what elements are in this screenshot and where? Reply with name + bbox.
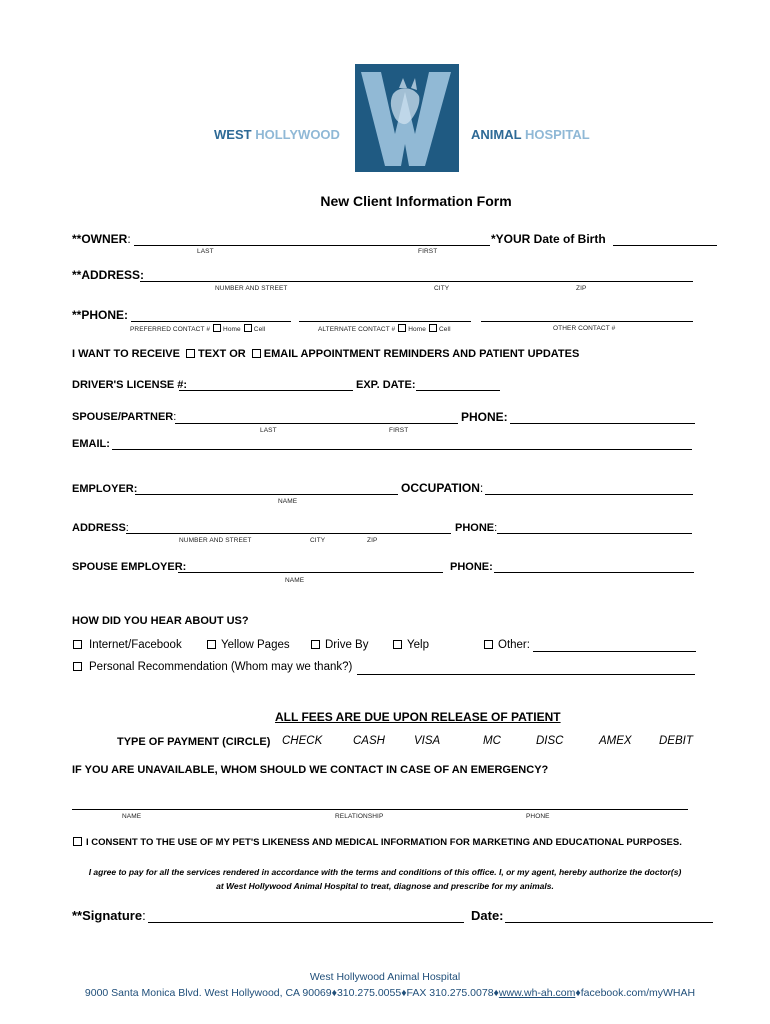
hear-option-other[interactable]: Other: xyxy=(484,639,530,651)
spouse-phone-label: PHONE: xyxy=(461,410,508,424)
employer-field[interactable] xyxy=(135,494,398,495)
header-west: WEST xyxy=(214,127,252,142)
alternate-cell-checkbox[interactable] xyxy=(429,324,437,332)
address-sub-street: NUMBER AND STREET xyxy=(215,285,288,292)
spouse-phone-field[interactable] xyxy=(510,423,695,424)
footer-facebook: facebook.com/myWHAH xyxy=(580,987,696,999)
spouse-employer-field[interactable] xyxy=(178,572,443,573)
emp-address-sub-city: CITY xyxy=(310,537,326,544)
dob-field[interactable] xyxy=(613,245,717,246)
diamond-icon: ♦ xyxy=(575,987,581,999)
logo xyxy=(355,64,459,172)
emergency-sub-relationship: RELATIONSHIP xyxy=(335,813,384,820)
header-hospital: HOSPITAL xyxy=(524,127,590,142)
emergency-field[interactable] xyxy=(72,809,688,810)
emp-address-field[interactable] xyxy=(126,533,451,534)
date-label: Date: xyxy=(471,908,504,923)
preferred-cell-checkbox[interactable] xyxy=(244,324,252,332)
payment-cash[interactable]: CASH xyxy=(353,735,385,747)
header-hollywood: HOLLYWOOD xyxy=(255,127,340,142)
emp-address-label: ADDRESS: xyxy=(72,522,129,534)
hear-option-yellow-pages[interactable]: Yellow Pages xyxy=(207,639,290,651)
form-title: New Client Information Form xyxy=(320,193,512,209)
exp-label: EXP. DATE: xyxy=(356,379,416,391)
payment-label: TYPE OF PAYMENT (CIRCLE) xyxy=(117,736,271,748)
diamond-icon: ♦ xyxy=(331,987,337,999)
hear-option-internet[interactable]: Internet/Facebook xyxy=(73,639,182,651)
date-field[interactable] xyxy=(505,922,713,923)
payment-amex[interactable]: AMEX xyxy=(599,735,632,747)
owner-name-field[interactable] xyxy=(134,245,490,246)
emergency-sub-phone: PHONE xyxy=(526,813,550,820)
diamond-icon: ♦ xyxy=(493,987,499,999)
hear-option-recommendation[interactable]: Personal Recommendation (Whom may we thank?) xyxy=(73,661,352,673)
owner-sub-first: FIRST xyxy=(418,248,438,255)
yellow-pages-checkbox[interactable] xyxy=(207,640,216,649)
other-checkbox[interactable] xyxy=(484,640,493,649)
spouse-sub-first: FIRST xyxy=(389,427,409,434)
emergency-sub-name: NAME xyxy=(122,813,142,820)
diamond-icon: ♦ xyxy=(401,987,407,999)
email-label: EMAIL: xyxy=(72,438,110,450)
payment-check[interactable]: CHECK xyxy=(282,735,323,747)
yelp-checkbox[interactable] xyxy=(393,640,402,649)
phone-label: **PHONE: xyxy=(72,308,129,322)
consent-checkbox[interactable] xyxy=(73,837,82,846)
email-checkbox[interactable] xyxy=(252,349,261,358)
alternate-home-checkbox[interactable] xyxy=(398,324,406,332)
consent-row: I CONSENT TO THE USE OF MY PET'S LIKENESS AND MEDICAL INFORMATION FOR MARKETING AND EDUCATIONAL PURPOSES. xyxy=(73,837,682,848)
internet-checkbox[interactable] xyxy=(73,640,82,649)
employer-label: EMPLOYER: xyxy=(72,483,138,495)
dob-label: *YOUR Date of Birth xyxy=(491,232,606,246)
footer-phone: 310.275.0055 xyxy=(336,987,402,999)
header-animal: ANIMAL xyxy=(471,127,522,142)
spouse-employer-phone-field[interactable] xyxy=(494,572,694,573)
spouse-sub-last: LAST xyxy=(260,427,277,434)
hear-option-yelp[interactable]: Yelp xyxy=(393,639,429,651)
alternate-phone-field[interactable] xyxy=(299,321,471,322)
emergency-label: IF YOU ARE UNAVAILABLE, WHOM SHOULD WE CONTACT IN CASE OF AN EMERGENCY? xyxy=(72,764,549,776)
recommendation-checkbox[interactable] xyxy=(73,662,82,671)
footer-fax: FAX 310.275.0078 xyxy=(406,987,494,999)
receive-row: I WANT TO RECEIVE TEXT OR EMAIL APPOINTMENT REMINDERS AND PATIENT UPDATES xyxy=(72,348,580,360)
recommendation-field[interactable] xyxy=(357,674,695,675)
spouse-employer-sub-name: NAME xyxy=(285,577,305,584)
payment-mc[interactable]: MC xyxy=(483,735,501,747)
text-checkbox[interactable] xyxy=(186,349,195,358)
preferred-home-checkbox[interactable] xyxy=(213,324,221,332)
occupation-field[interactable] xyxy=(485,494,693,495)
address-label: **ADDRESS: xyxy=(72,268,145,282)
hear-option-drive-by[interactable]: Drive By xyxy=(311,639,368,651)
emp-phone-label: PHONE: xyxy=(455,522,498,534)
exp-field[interactable] xyxy=(416,390,500,391)
spouse-employer-label: SPOUSE EMPLOYER: xyxy=(72,561,187,573)
hear-label: HOW DID YOU HEAR ABOUT US? xyxy=(72,615,249,627)
footer-name: West Hollywood Animal Hospital xyxy=(309,971,461,983)
emp-address-sub-street: NUMBER AND STREET xyxy=(179,537,252,544)
payment-visa[interactable]: VISA xyxy=(414,735,441,747)
footer-contact xyxy=(0,987,770,999)
other-field[interactable] xyxy=(533,651,696,652)
spouse-label: SPOUSE/PARTNER: xyxy=(72,411,177,423)
license-label: DRIVER'S LICENSE #: xyxy=(72,379,188,391)
alternate-contact-sub: ALTERNATE CONTACT # Home Cell xyxy=(318,326,451,333)
address-sub-city: CITY xyxy=(434,285,450,292)
preferred-contact-sub: PREFERRED CONTACT # Home Cell xyxy=(130,326,266,333)
employer-sub-name: NAME xyxy=(278,498,298,505)
spouse-employer-phone-label: PHONE: xyxy=(450,561,493,573)
fees-title: ALL FEES ARE DUE UPON RELEASE OF PATIENT xyxy=(275,710,561,724)
agreement-line-2: at West Hollywood Animal Hospital to treat, diagnose and prescribe for my animals. xyxy=(216,881,554,891)
address-sub-zip: ZIP xyxy=(576,285,587,292)
logo-w-icon xyxy=(355,64,459,172)
occupation-label: OCCUPATION: xyxy=(401,481,484,495)
other-phone-field[interactable] xyxy=(481,321,693,322)
signature-field[interactable] xyxy=(148,922,464,923)
payment-disc[interactable]: DISC xyxy=(536,735,564,747)
header-right-name xyxy=(471,127,590,142)
other-contact-sub: OTHER CONTACT # xyxy=(553,325,616,332)
owner-sub-last: LAST xyxy=(197,248,214,255)
footer-address: 9000 Santa Monica Blvd. West Hollywood, CA 90069 xyxy=(84,987,332,999)
emp-address-sub-zip: ZIP xyxy=(367,537,378,544)
emp-phone-field[interactable] xyxy=(497,533,692,534)
header-left-name xyxy=(214,127,340,142)
payment-debit[interactable]: DEBIT xyxy=(659,735,693,747)
drive-by-checkbox[interactable] xyxy=(311,640,320,649)
preferred-phone-field[interactable] xyxy=(131,321,291,322)
owner-label: **OWNER: xyxy=(72,232,131,246)
email-field[interactable] xyxy=(112,449,692,450)
signature-label: **Signature: xyxy=(72,908,146,923)
agreement-line-1: I agree to pay for all the services rendered in accordance with the terms and conditions of this office. I, or my agent, hereby authorize the doctor(s) xyxy=(88,867,682,877)
footer-web-link[interactable]: www.wh-ah.com xyxy=(498,987,576,999)
spouse-field[interactable] xyxy=(175,423,458,424)
license-field[interactable] xyxy=(179,390,353,391)
address-field[interactable] xyxy=(140,281,693,282)
